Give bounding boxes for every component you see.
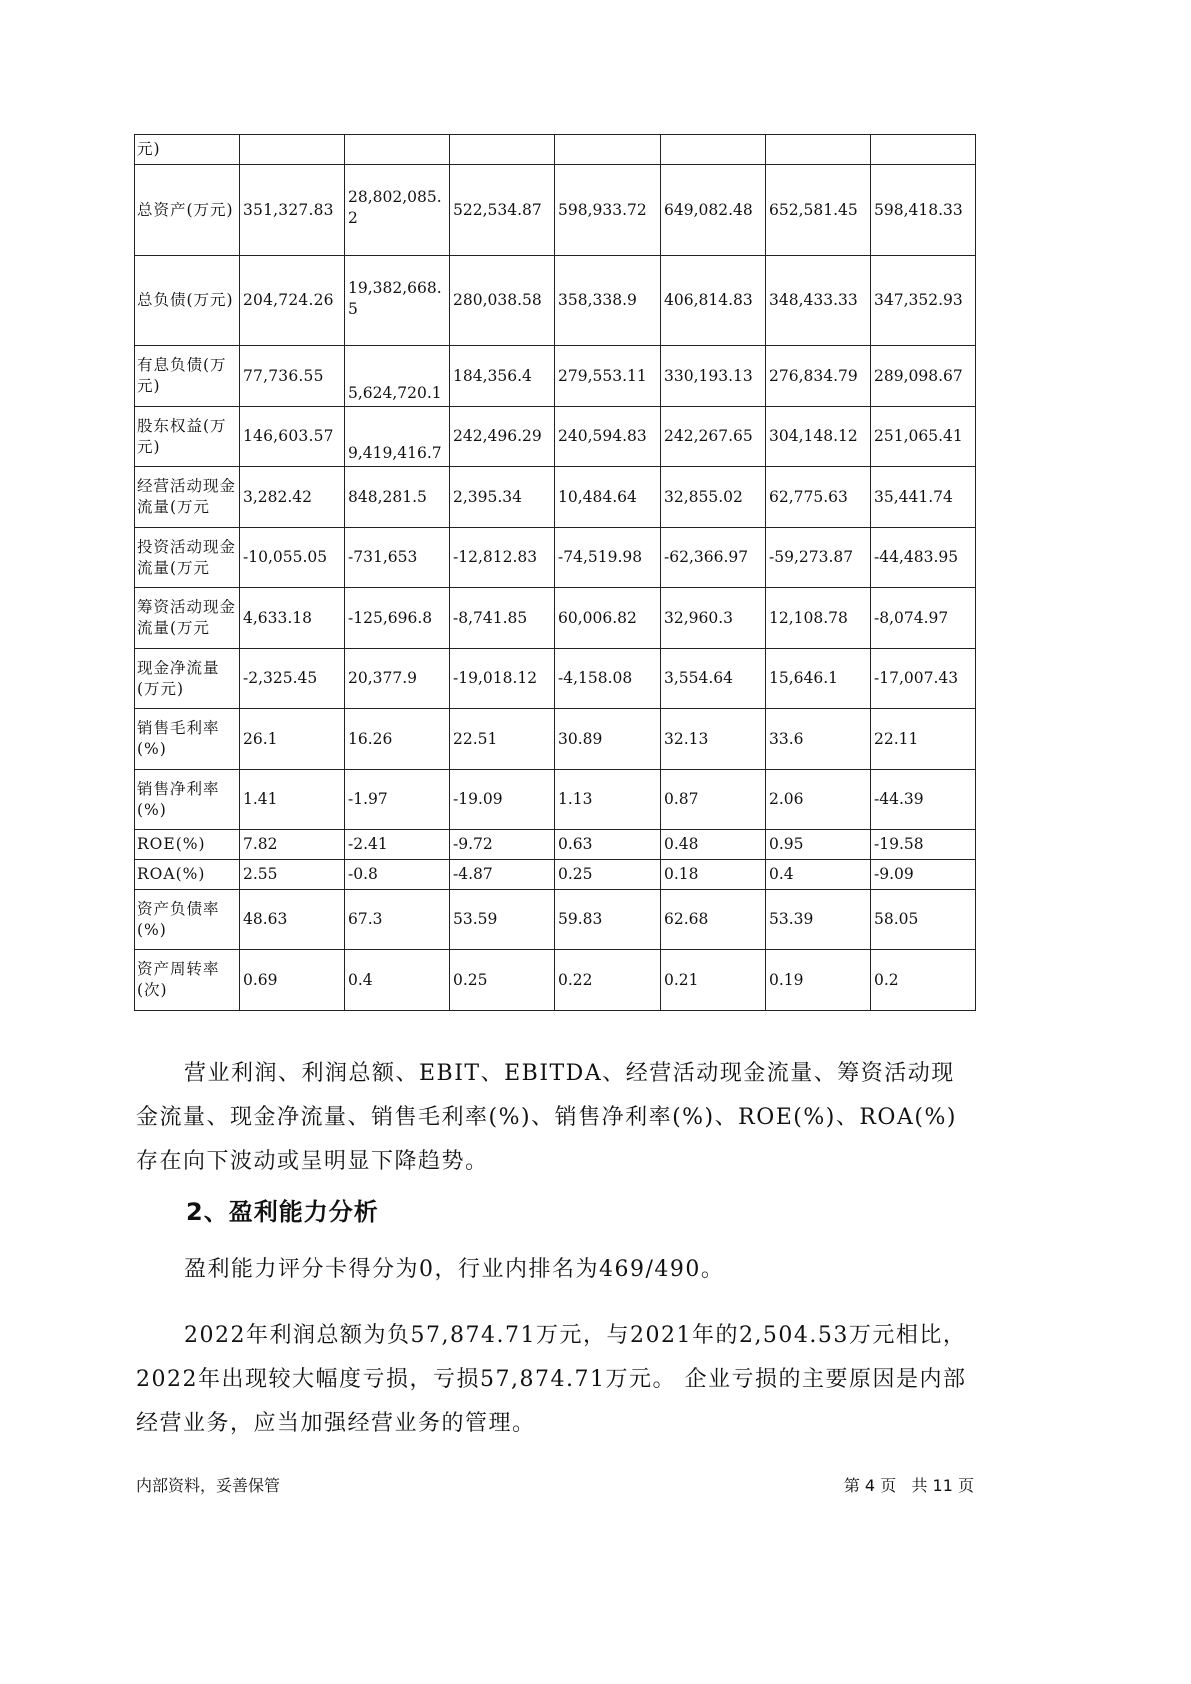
table-cell: 289,098.67 bbox=[871, 346, 976, 407]
table-cell: 652,581.45 bbox=[766, 165, 871, 256]
footer-confidential-note: 内部资料，妥善保管 bbox=[136, 1476, 281, 1495]
financial-indicators-table bbox=[134, 134, 976, 1011]
table-cell: 251,065.41 bbox=[871, 407, 976, 467]
row-label: 投资活动现金流量(万元 bbox=[135, 528, 240, 588]
table-cell: 358,338.9 bbox=[555, 256, 661, 346]
table-cell: 0.4 bbox=[766, 860, 871, 890]
table-cell: 351,327.83 bbox=[240, 165, 345, 256]
table-cell: 32,960.3 bbox=[661, 588, 766, 649]
table-cell: -2.41 bbox=[345, 830, 450, 860]
table-cell: -10,055.05 bbox=[240, 528, 345, 588]
table-cell: 20,377.9 bbox=[345, 649, 450, 709]
table-cell: 53.59 bbox=[450, 890, 555, 950]
table-cell: 406,814.83 bbox=[661, 256, 766, 346]
table-cell: 58.05 bbox=[871, 890, 976, 950]
table-cell: 3,554.64 bbox=[661, 649, 766, 709]
table-row bbox=[135, 770, 976, 830]
table-cell: 26.1 bbox=[240, 709, 345, 770]
table-cell: 32.13 bbox=[661, 709, 766, 770]
table-row bbox=[135, 588, 976, 649]
table-cell: 0.25 bbox=[555, 860, 661, 890]
table-row bbox=[135, 649, 976, 709]
table-cell: -59,273.87 bbox=[766, 528, 871, 588]
table-cell: -8,741.85 bbox=[450, 588, 555, 649]
table-cell: 0.22 bbox=[555, 950, 661, 1011]
table-cell: 60,006.82 bbox=[555, 588, 661, 649]
table-cell bbox=[555, 135, 661, 165]
table-cell: 276,834.79 bbox=[766, 346, 871, 407]
table-cell: -0.8 bbox=[345, 860, 450, 890]
table-cell: 242,267.65 bbox=[661, 407, 766, 467]
table-cell: 35,441.74 bbox=[871, 467, 976, 528]
table-cell: -1.97 bbox=[345, 770, 450, 830]
table-cell: 347,352.93 bbox=[871, 256, 976, 346]
table-cell: 330,193.13 bbox=[661, 346, 766, 407]
table-cell: 48.63 bbox=[240, 890, 345, 950]
row-label: 经营活动现金流量(万元 bbox=[135, 467, 240, 528]
table-row bbox=[135, 860, 976, 890]
table-cell: 2.06 bbox=[766, 770, 871, 830]
table-cell: 279,553.11 bbox=[555, 346, 661, 407]
table-cell: 62.68 bbox=[661, 890, 766, 950]
table-cell: 15,646.1 bbox=[766, 649, 871, 709]
table-cell: 28,802,085.2 bbox=[345, 165, 450, 256]
table-cell: 1.41 bbox=[240, 770, 345, 830]
table-cell: 33.6 bbox=[766, 709, 871, 770]
table-cell: 0.48 bbox=[661, 830, 766, 860]
table-cell: 19,382,668.5 bbox=[345, 256, 450, 346]
table-cell: 0.87 bbox=[661, 770, 766, 830]
table-row bbox=[135, 165, 976, 256]
table-row bbox=[135, 407, 976, 467]
row-label: 销售毛利率(%) bbox=[135, 709, 240, 770]
row-label: 筹资活动现金流量(万元 bbox=[135, 588, 240, 649]
row-label: 元) bbox=[135, 135, 240, 165]
table-row bbox=[135, 709, 976, 770]
row-label: ROE(%) bbox=[135, 830, 240, 860]
table-cell: 146,603.57 bbox=[240, 407, 345, 467]
table-cell bbox=[766, 135, 871, 165]
table-cell: -19,018.12 bbox=[450, 649, 555, 709]
row-label: 总负债(万元) bbox=[135, 256, 240, 346]
table-cell: -17,007.43 bbox=[871, 649, 976, 709]
table-cell: 598,418.33 bbox=[871, 165, 976, 256]
table-cell: -74,519.98 bbox=[555, 528, 661, 588]
table-cell: 9,419,416.7 bbox=[345, 407, 450, 467]
table-cell: 0.69 bbox=[240, 950, 345, 1011]
row-label: ROA(%) bbox=[135, 860, 240, 890]
table-cell: 0.63 bbox=[555, 830, 661, 860]
table-cell: 0.95 bbox=[766, 830, 871, 860]
table-cell: 0.25 bbox=[450, 950, 555, 1011]
table-cell: 62,775.63 bbox=[766, 467, 871, 528]
table-cell: 598,933.72 bbox=[555, 165, 661, 256]
table-cell: 0.2 bbox=[871, 950, 976, 1011]
table-cell: 348,433.33 bbox=[766, 256, 871, 346]
table-cell bbox=[661, 135, 766, 165]
table-row bbox=[135, 528, 976, 588]
table-cell: 242,496.29 bbox=[450, 407, 555, 467]
table-cell: -19.58 bbox=[871, 830, 976, 860]
table-cell: -2,325.45 bbox=[240, 649, 345, 709]
table-cell: -44.39 bbox=[871, 770, 976, 830]
row-label: 资产负债率(%) bbox=[135, 890, 240, 950]
table-cell: 848,281.5 bbox=[345, 467, 450, 528]
table-cell: 204,724.26 bbox=[240, 256, 345, 346]
table-cell: 0.4 bbox=[345, 950, 450, 1011]
table-cell: -9.72 bbox=[450, 830, 555, 860]
table-cell: -8,074.97 bbox=[871, 588, 976, 649]
table-cell: 53.39 bbox=[766, 890, 871, 950]
table-cell: 4,633.18 bbox=[240, 588, 345, 649]
table-cell: 0.18 bbox=[661, 860, 766, 890]
table-cell: 280,038.58 bbox=[450, 256, 555, 346]
table-body bbox=[135, 135, 976, 1011]
table-cell: 22.11 bbox=[871, 709, 976, 770]
table-cell: 77,736.55 bbox=[240, 346, 345, 407]
footer-page-number: 第 4 页 共 11 页 bbox=[843, 1476, 974, 1495]
table-row bbox=[135, 256, 976, 346]
table-cell: 184,356.4 bbox=[450, 346, 555, 407]
table-cell: -12,812.83 bbox=[450, 528, 555, 588]
table-row bbox=[135, 135, 976, 165]
table-cell: 2,395.34 bbox=[450, 467, 555, 528]
profit-paragraph: 2022年利润总额为负57,874.71万元，与2021年的2,504.53万元相比，2022年出现较大幅度亏损，亏损57,874.71万元。 企业亏损的主要原因是内部经营业务，应当加强经营业务的管理。 bbox=[136, 1323, 967, 1436]
table-cell: -9.09 bbox=[871, 860, 976, 890]
table-cell: 304,148.12 bbox=[766, 407, 871, 467]
table-cell: 7.82 bbox=[240, 830, 345, 860]
score-paragraph: 盈利能力评分卡得分为0，行业内排名为469/490。 bbox=[184, 1257, 725, 1282]
table-cell bbox=[240, 135, 345, 165]
table-cell: 2.55 bbox=[240, 860, 345, 890]
table-cell: 16.26 bbox=[345, 709, 450, 770]
table-cell: 22.51 bbox=[450, 709, 555, 770]
table-cell: -19.09 bbox=[450, 770, 555, 830]
table-row bbox=[135, 467, 976, 528]
table-cell: 3,282.42 bbox=[240, 467, 345, 528]
table-cell: 32,855.02 bbox=[661, 467, 766, 528]
table-cell: -125,696.8 bbox=[345, 588, 450, 649]
table-cell: 67.3 bbox=[345, 890, 450, 950]
table-cell: 240,594.83 bbox=[555, 407, 661, 467]
table-cell: 10,484.64 bbox=[555, 467, 661, 528]
table-cell: 649,082.48 bbox=[661, 165, 766, 256]
table-cell: -4,158.08 bbox=[555, 649, 661, 709]
row-label: 有息负债(万元) bbox=[135, 346, 240, 407]
table-cell: 12,108.78 bbox=[766, 588, 871, 649]
table-row bbox=[135, 830, 976, 860]
table-cell: 1.13 bbox=[555, 770, 661, 830]
table-cell: -62,366.97 bbox=[661, 528, 766, 588]
table-cell: 0.19 bbox=[766, 950, 871, 1011]
table-cell: -4.87 bbox=[450, 860, 555, 890]
row-label: 总资产(万元) bbox=[135, 165, 240, 256]
row-label: 销售净利率(%) bbox=[135, 770, 240, 830]
table-cell: 522,534.87 bbox=[450, 165, 555, 256]
row-label: 股东权益(万元) bbox=[135, 407, 240, 467]
table-row bbox=[135, 950, 976, 1011]
table-cell bbox=[450, 135, 555, 165]
row-label: 资产周转率(次) bbox=[135, 950, 240, 1011]
table-row bbox=[135, 346, 976, 407]
section-heading: 2、盈利能力分析 bbox=[186, 1198, 379, 1226]
table-row bbox=[135, 890, 976, 950]
table-cell: 0.21 bbox=[661, 950, 766, 1011]
table-cell: 5,624,720.1 bbox=[345, 346, 450, 407]
table-cell: -44,483.95 bbox=[871, 528, 976, 588]
table-cell bbox=[871, 135, 976, 165]
row-label: 现金净流量(万元) bbox=[135, 649, 240, 709]
table-cell: -731,653 bbox=[345, 528, 450, 588]
table-cell: 30.89 bbox=[555, 709, 661, 770]
table-cell bbox=[345, 135, 450, 165]
summary-paragraph: 营业利润、利润总额、EBIT、EBITDA、经营活动现金流量、筹资活动现金流量、现金净流量、销售毛利率(%)、销售净利率(%)、ROE(%)、ROA(%)存在向下波动或呈明显下降趋势。 bbox=[136, 1061, 957, 1174]
table-cell: 59.83 bbox=[555, 890, 661, 950]
